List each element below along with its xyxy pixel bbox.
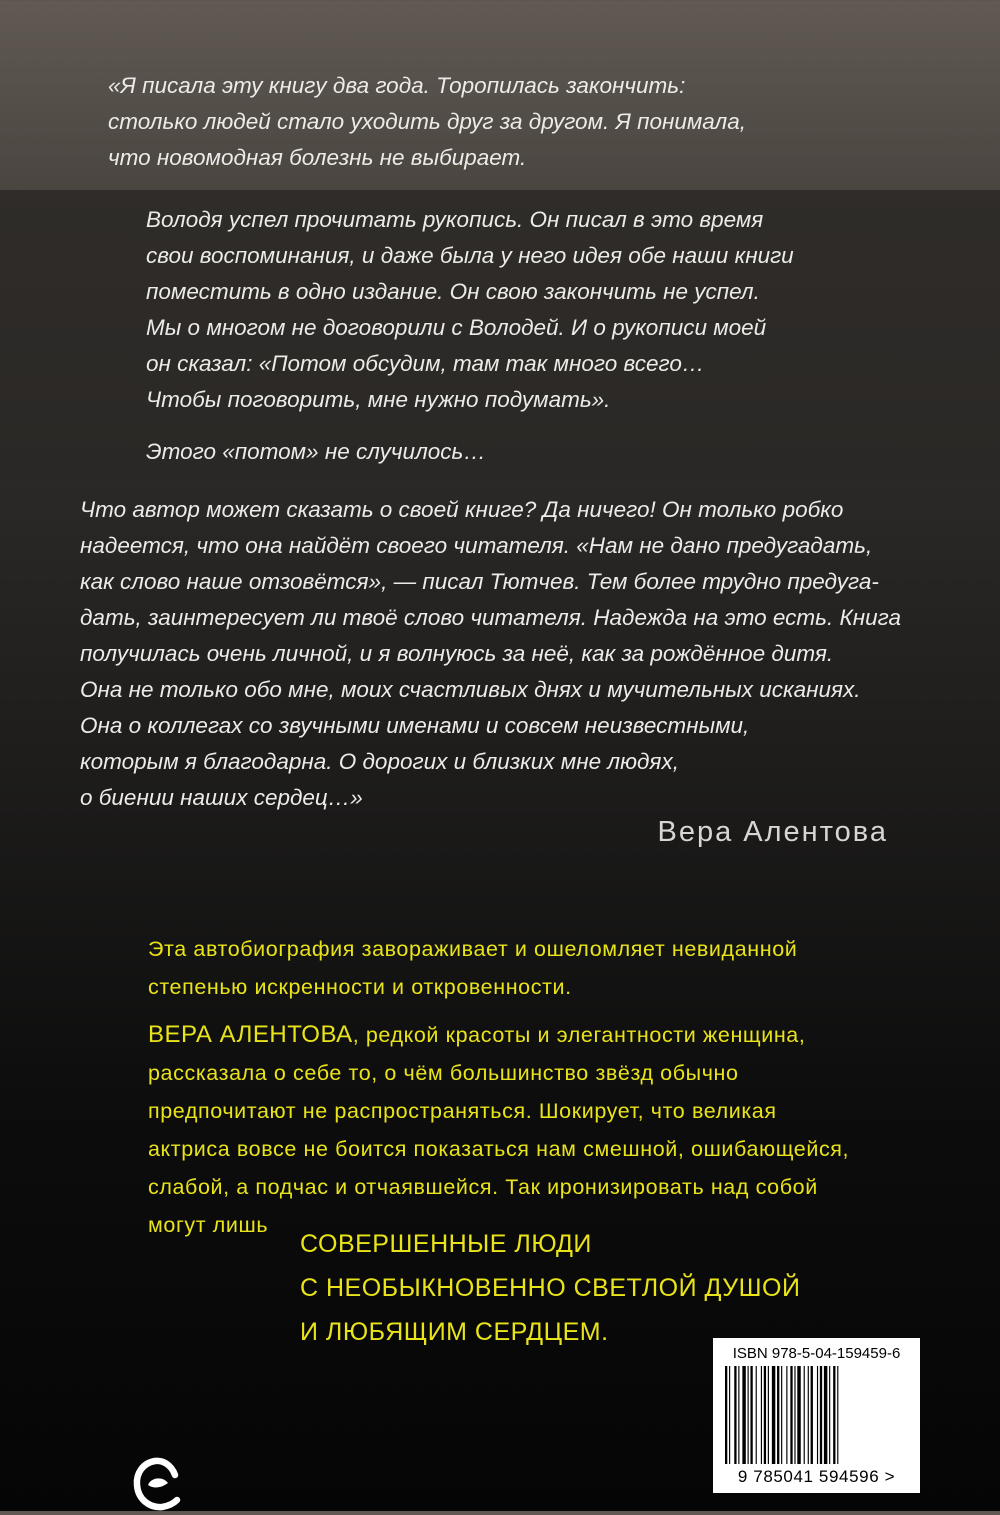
blurb-line: актриса вовсе не боится показаться нам смешной, ошибающейся, bbox=[148, 1137, 850, 1161]
isbn-label: ISBN 978-5-04-159459-6 bbox=[732, 1345, 901, 1362]
barcode-stripe bbox=[820, 1366, 822, 1464]
barcode-stripe bbox=[794, 1366, 795, 1464]
barcode-stripe bbox=[790, 1366, 792, 1464]
emphasis-line: И ЛЮБЯЩИМ СЕРДЦЕМ. bbox=[300, 1318, 609, 1346]
quote-line: Она не только обо мне, моих счастливых днях и мучительных исканиях. bbox=[80, 677, 861, 702]
quote-line: Чтобы поговорить, мне нужно подумать». bbox=[146, 387, 611, 412]
quote-line: он сказал: «Потом обсудим, там так много всего… bbox=[146, 351, 705, 376]
barcode-digits: 9 785041 594596 > bbox=[737, 1467, 896, 1486]
barcode-stripe bbox=[817, 1366, 818, 1464]
blurb-name-rest: , редкой красоты и элегантности женщина, bbox=[352, 1023, 806, 1047]
quote-line: что новомодная болезнь не выбирает. bbox=[108, 145, 527, 170]
barcode-stripe bbox=[797, 1366, 800, 1464]
blurb-intro bbox=[148, 930, 797, 1006]
barcode-stripe bbox=[811, 1366, 813, 1464]
barcode-stripe bbox=[829, 1366, 830, 1464]
eksmo-logo-icon bbox=[131, 1455, 187, 1515]
barcode-stripe bbox=[824, 1366, 827, 1464]
blurb-line-name bbox=[148, 1016, 849, 1054]
barcode-stripe bbox=[729, 1366, 730, 1464]
barcode-stripe bbox=[738, 1366, 739, 1464]
barcode-stripe bbox=[786, 1366, 787, 1464]
barcode-stripe bbox=[734, 1366, 736, 1464]
quote-line: Этого «потом» не случилось… bbox=[146, 439, 486, 464]
barcode-stripe bbox=[781, 1366, 782, 1464]
barcode-stripe bbox=[748, 1366, 749, 1464]
barcode-stripe bbox=[756, 1366, 757, 1464]
barcode-stripe bbox=[725, 1366, 727, 1464]
barcode-stripe bbox=[772, 1366, 775, 1464]
quote-line: о биении наших сердец…» bbox=[80, 785, 363, 810]
barcode-stripe bbox=[837, 1366, 838, 1464]
barcode-stripe bbox=[761, 1366, 762, 1464]
barcode-stripe bbox=[768, 1366, 769, 1464]
barcode-stripe bbox=[764, 1366, 766, 1464]
quote-line: как слово наше отзовётся», — писал Тютчев. Тем более трудно предуга- bbox=[80, 569, 879, 594]
quote-line: поместить в одно издание. Он свою закончить не успел. bbox=[146, 279, 760, 304]
author-name-caps: ВЕРА АЛЕНТОВА bbox=[148, 1021, 353, 1048]
barcode-stripe bbox=[808, 1366, 809, 1464]
blurb-line: слабой, а подчас и отчаявшейся. Так иронизировать над собой bbox=[148, 1175, 818, 1199]
quote-author bbox=[80, 492, 901, 816]
quote-line: Володя успел прочитать рукопись. Он писал в это время bbox=[146, 207, 764, 232]
blurb-line: предпочитают не распространяться. Шокирует, что великая bbox=[148, 1099, 777, 1123]
quote-intro bbox=[108, 68, 746, 176]
quote-volodya bbox=[146, 202, 794, 418]
quote-line: Что автор может сказать о своей книге? Да ничего! Он только робко bbox=[80, 497, 844, 522]
isbn-barcode bbox=[713, 1338, 920, 1493]
quote-line: «Я писала эту книгу два года. Торопилась закончить: bbox=[108, 73, 686, 98]
quote-line: Мы о многом не договорили с Володей. И о рукописи моей bbox=[146, 315, 767, 340]
blurb-body bbox=[148, 1016, 849, 1244]
barcode-stripe bbox=[804, 1366, 805, 1464]
blurb-line: могут лишь bbox=[148, 1213, 269, 1237]
blurb-line: рассказала о себе то, о чём большинство звёзд обычно bbox=[148, 1061, 739, 1085]
barcode-stripe bbox=[750, 1366, 752, 1464]
blurb-emphasis bbox=[300, 1222, 800, 1354]
blurb-line: степенью искренности и откровенности. bbox=[148, 975, 572, 999]
blurb-line: Эта автобиография завораживает и ошеломляет невиданной bbox=[148, 937, 798, 961]
quote-line: Она о коллегах со звучными именами и совсем неизвестными, bbox=[80, 713, 750, 738]
barcode-stripe bbox=[833, 1366, 835, 1464]
quote-line: которым я благодарна. О дорогих и близких мне людях, bbox=[80, 749, 679, 774]
author-signature: Вера Алентова bbox=[657, 816, 888, 848]
quote-line: получилась очень личной, и я волнуюсь за неё, как за рождённое дитя. bbox=[80, 641, 834, 666]
quote-line: столько людей стало уходить друг за другом. Я понимала, bbox=[108, 109, 747, 134]
quote-line: свои воспоминания, и даже была у него идея обе наши книги bbox=[146, 243, 794, 268]
emphasis-line: СОВЕРШЕННЫЕ ЛЮДИ bbox=[300, 1230, 592, 1258]
quote-line: дать, заинтересует ли твоё слово читателя. Надежда на это есть. Книга bbox=[80, 605, 901, 630]
quote-line: надеется, что она найдёт своего читателя. «Нам не дано предугадать, bbox=[80, 533, 873, 558]
emphasis-line: С НЕОБЫКНОВЕННО СВЕТЛОЙ ДУШОЙ bbox=[300, 1274, 801, 1302]
barcode-icon bbox=[723, 1366, 913, 1464]
barcode-stripe bbox=[742, 1366, 745, 1464]
quote-potom bbox=[146, 434, 486, 470]
barcode-stripe bbox=[777, 1366, 779, 1464]
